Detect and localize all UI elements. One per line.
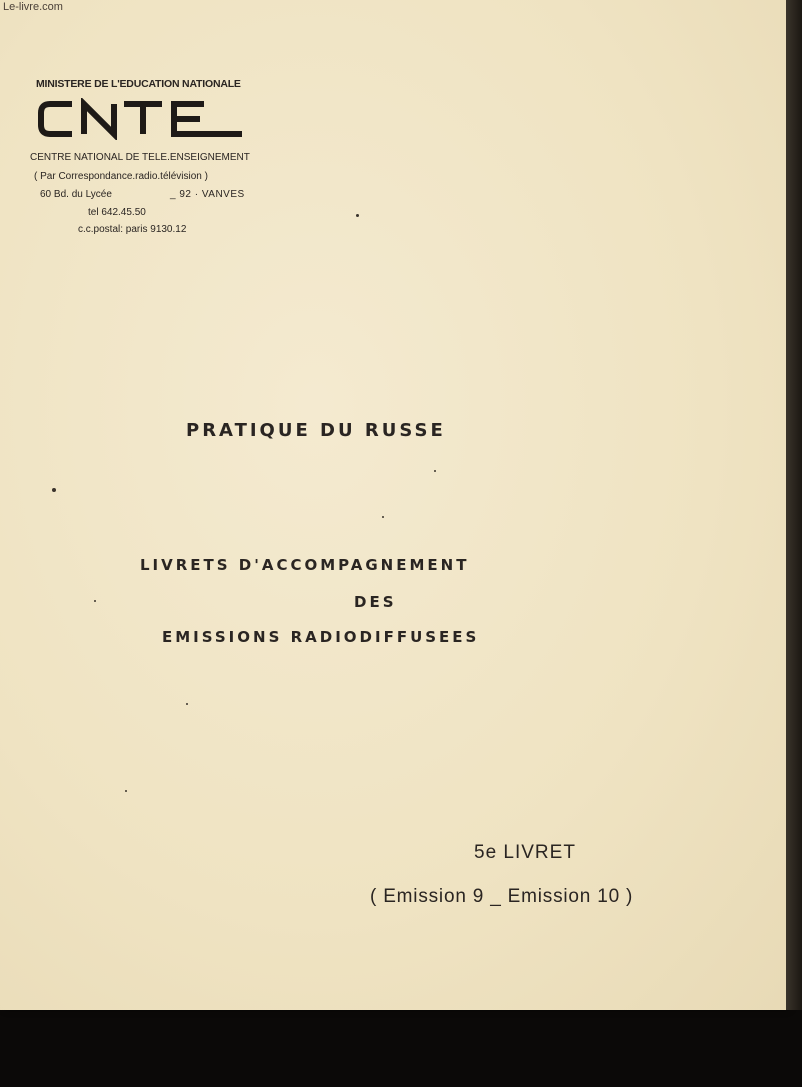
paper-speck [356, 214, 359, 217]
paper-speck [125, 790, 127, 792]
subtitle-line-1: LIVRETS D'ACCOMPAGNEMENT [140, 556, 470, 574]
page-edge-shadow [786, 0, 802, 1010]
centre-label: CENTRE NATIONAL DE TELE.ENSEIGNEMENT [30, 152, 250, 163]
city-label: _ 92 · VANVES [170, 189, 245, 200]
paper-speck [94, 600, 96, 602]
telephone-label: tel 642.45.50 [88, 207, 146, 218]
ministry-label: MINISTERE DE L'EDUCATION NATIONALE [36, 78, 241, 90]
cnte-logo [38, 98, 244, 140]
address-label: 60 Bd. du Lycée [40, 189, 112, 200]
paper-speck [186, 703, 188, 705]
book-title: PRATIQUE DU RUSSE [186, 420, 446, 441]
means-label: ( Par Correspondance.radio.télévision ) [34, 171, 208, 182]
paper-speck [382, 516, 384, 518]
paper-speck [52, 488, 56, 492]
emissions-label: ( Emission 9 _ Emission 10 ) [370, 886, 634, 907]
watermark: Le-livre.com [3, 1, 63, 13]
subtitle-line-3: EMISSIONS RADIODIFFUSEES [162, 628, 480, 646]
postal-account-label: c.c.postal: paris 9130.12 [78, 224, 187, 235]
paper-speck [434, 470, 436, 472]
volume-label: 5e LIVRET [474, 842, 576, 863]
subtitle-line-2: DES [354, 593, 397, 611]
